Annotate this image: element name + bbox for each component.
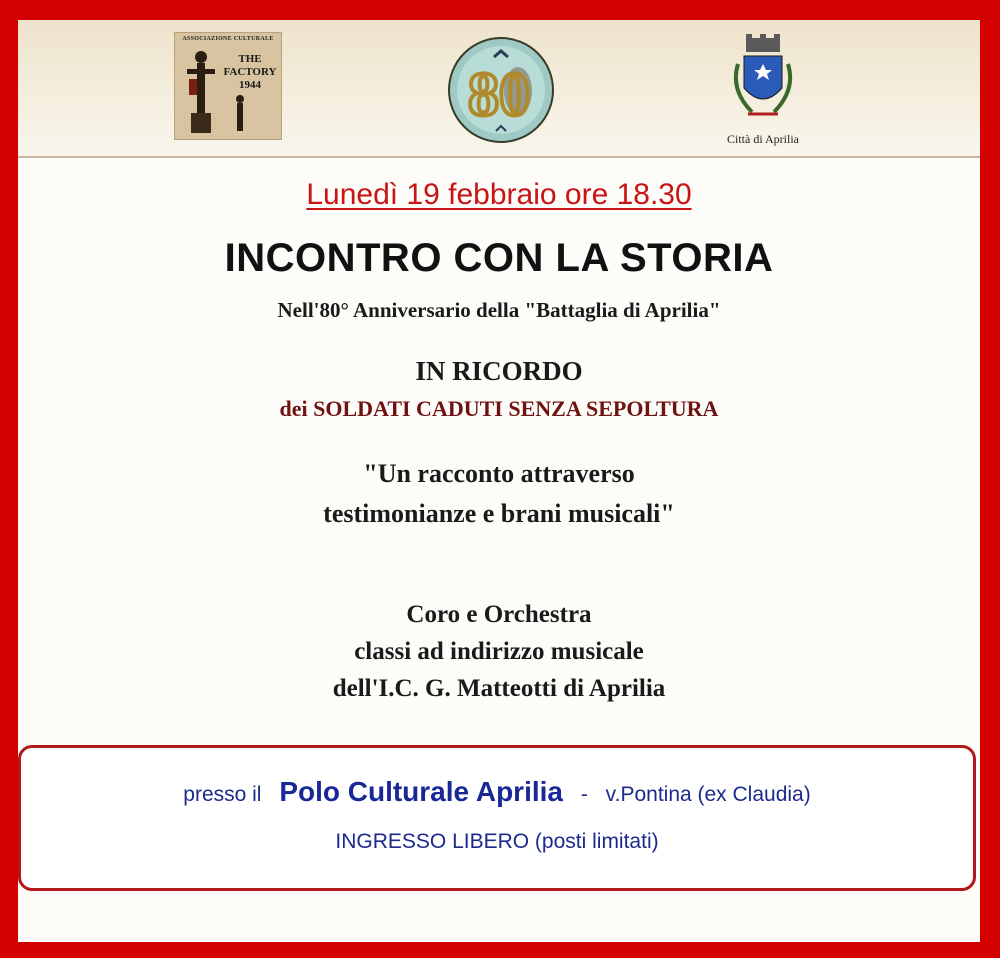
factory-assoc-label: ASSOCIAZIONE CULTURALE	[182, 36, 274, 42]
event-date	[18, 178, 980, 212]
event-title: INCONTRO CON LA STORIA	[224, 236, 774, 280]
factory-name-line: THE	[238, 53, 262, 65]
venue-prefix: presso il	[183, 783, 262, 806]
performers-line: dell'I.C. G. Matteotti di Aprilia	[332, 675, 666, 702]
the-factory-logo	[174, 32, 282, 140]
quote-line: testimonianze e brani musicali"	[323, 499, 675, 528]
remembrance-heading: IN RICORDO	[415, 356, 583, 386]
citta-di-aprilia-logo	[708, 30, 818, 150]
factory-name-line: FACTORY	[223, 66, 277, 78]
factory-name-line: 1944	[239, 79, 261, 91]
eighty-text: 80	[468, 61, 530, 129]
performers	[18, 596, 980, 707]
city-label: Città di Aprilia	[727, 132, 799, 146]
event-quote	[18, 454, 980, 534]
soldiers-subheading: dei SOLDATI CADUTI SENZA SEPOLTURA	[279, 396, 719, 421]
venue-line	[21, 776, 973, 808]
event-date-text: Lunedì 19 febbraio ore 18.30	[306, 178, 692, 211]
venue-box	[18, 745, 976, 891]
venue-name: Polo Culturale Aprilia	[279, 776, 563, 807]
factory-name	[219, 53, 281, 92]
quote-line: "Un racconto attraverso	[363, 459, 635, 488]
poster-page	[18, 20, 980, 942]
anniversary-subtitle: Nell'80° Anniversario della "Battaglia di Aprilia"	[277, 298, 721, 322]
venue-dash: -	[580, 783, 588, 806]
header-divider	[18, 156, 980, 158]
eighty-anniversary-logo	[446, 35, 556, 145]
performers-line: classi ad indirizzo musicale	[354, 638, 644, 665]
eighty-emblem-icon	[446, 35, 556, 145]
coat-of-arms-icon	[708, 30, 818, 130]
performers-line: Coro e Orchestra	[406, 601, 592, 628]
entry-info: INGRESSO LIBERO (posti limitati)	[335, 830, 659, 853]
venue-address: v.Pontina (ex Claudia)	[605, 783, 811, 806]
